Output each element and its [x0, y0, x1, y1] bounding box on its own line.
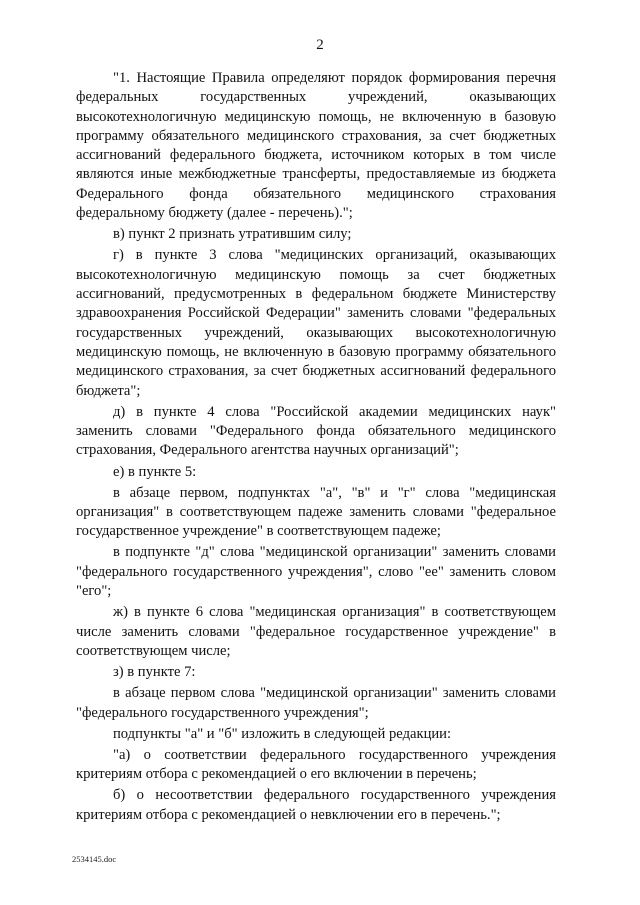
paragraph-item-v: в) пункт 2 признать утратившим силу;: [113, 226, 352, 243]
page-number: 2: [316, 37, 324, 53]
paragraph-item-z-sub2: подпункты "а" и "б" изложить в следующей редакции:: [113, 725, 452, 742]
paragraph-subitem-a: "а) о соответствии федерального государственного учреждения критериям отбора с рекомендацией о его включении в перечень;: [76, 746, 556, 783]
paragraph-item-z: з) в пункте 7:: [113, 664, 196, 681]
paragraph-item-d: д) в пункте 4 слова "Российской академии медицинских наук" заменить словами "Федерального фонда обязательного медицинского страхования, Федерального агентства научных организаций";: [76, 403, 556, 459]
paragraph-item-e-sub1: в абзаце первом, подпунктах "а", "в" и "г" слова "медицинская организация" в соответствующем падеже заменить словами "федеральное государственное учреждение" в соответствующем падеже;: [76, 484, 556, 540]
paragraph-item-zh: ж) в пункте 6 слова "медицинская организация" в соответствующем числе заменить словами "федеральное государственное учреждение" в соответствующем числе;: [76, 604, 556, 659]
document-footer-filename: 2534145.doc: [72, 854, 117, 864]
paragraph-subitem-b: б) о несоответствии федерального государственного учреждения критериям отбора с рекомендацией о невключении его в перечень.";: [76, 787, 556, 823]
paragraph-item-e-sub2: в подпункте "д" слова "медицинской организации" заменить словами "федерального государственного учреждения", слово "ее" заменить словом "его";: [76, 544, 556, 600]
paragraph-item-e: е) в пункте 5:: [113, 463, 197, 480]
document-body: [76, 69, 556, 827]
paragraph-item-z-sub1: в абзаце первом слова "медицинской организации" заменить словами "федерального государственного учреждения";: [76, 685, 556, 721]
paragraph-item-g: г) в пункте 3 слова "медицинских организаций, оказывающих высокотехнологичную медицинскую помощь за счет бюджетных ассигнований, предусмотренных в федеральном бюджете Министерству здравоохранения Российской Федерации" заменить словами "федеральных государственных учреждений, оказывающих высокотехнологичную медицинскую помощь, не включенную в базовую программу обязательного медицинского страхования, за счет бюджетных ассигнований федерального бюджета";: [76, 247, 556, 399]
paragraph-rules-definition: "1. Настоящие Правила определяют порядок формирования перечня федеральных государственных учреждений, оказывающих высокотехнологичную медицинскую помощь, не включенную в базовую программу обязательного медицинского страхования, за счет бюджетных ассигнований федерального бюджета, источником которых в том числе являются иные межбюджетные трансферты, предоставляемые из бюджета Федерального фонда обязательного медицинского страхования федеральному бюджету (далее - перечень).";: [76, 70, 556, 222]
